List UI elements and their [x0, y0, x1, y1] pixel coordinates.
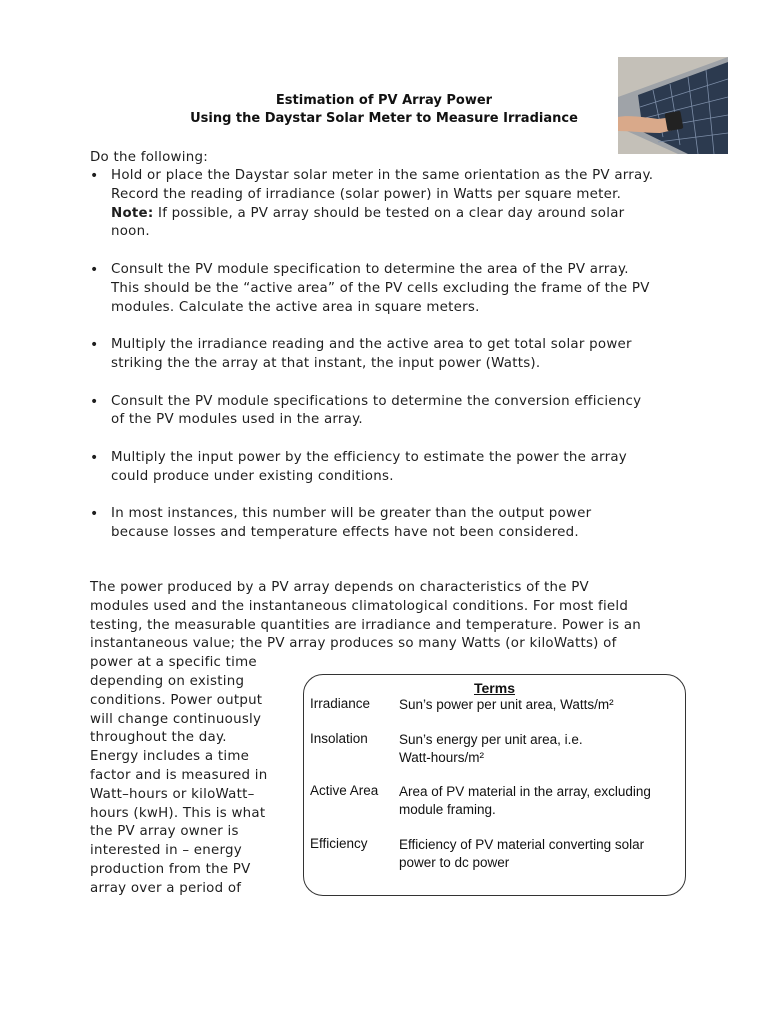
list-item [90, 505, 690, 543]
text-line: Efficiency of PV material converting solar [399, 837, 645, 852]
list-item [90, 336, 690, 374]
text-line: • Consult the PV module specification to determine the area of the PV array. [111, 261, 629, 277]
list-item [90, 449, 690, 487]
list-item [90, 261, 690, 317]
solar-panel-photo-icon [618, 57, 728, 154]
solar-panel-photo [618, 57, 728, 154]
text-line: • In most instances, this number will be greater than the output power [111, 506, 592, 522]
text-line: interested in – energy [90, 843, 242, 859]
text-line: Energy includes a time [90, 749, 250, 765]
text-line: Watt–hours or kiloWatt– [90, 786, 255, 802]
text-line: This should be the “active area” of the PV cells excluding the frame of the PV [111, 280, 650, 296]
term-insolation: Insolation [310, 731, 368, 746]
text-line: of the PV modules used in the array. [111, 412, 363, 428]
text-line: Watt-hours/m² [399, 749, 485, 765]
text-line: Sun’s power per unit area, Watts/m² [399, 697, 614, 712]
document-subtitle: Using the Daystar Solar Meter to Measure Irradiance [190, 111, 578, 126]
instruction-list [90, 167, 690, 562]
text-line: • Multiply the input power by the efficiency to estimate the power the array [111, 449, 627, 465]
text-line: modules used and the instantaneous climatological conditions. For most field [90, 598, 629, 614]
text-line: factor and is measured in [90, 767, 268, 783]
text-line: module framing. [399, 801, 496, 817]
terms-box [303, 674, 686, 896]
text-line: • Consult the PV module specifications to determine the conversion efficiency [111, 393, 642, 409]
text-line: conditions. Power output [90, 692, 263, 708]
list-item [90, 167, 690, 242]
list-item [90, 393, 690, 431]
text-line: depending on existing [90, 673, 245, 689]
text-line: Area of PV material in the array, excluding [399, 784, 651, 799]
definition-efficiency [399, 836, 684, 871]
text-line: production from the PV [90, 861, 251, 877]
term-efficiency: Efficiency [310, 836, 368, 851]
intro-text: Do the following: [90, 150, 208, 165]
text-line: could produce under existing conditions. [111, 468, 394, 484]
text-line: the PV array owner is [90, 824, 239, 840]
text-line: The power produced by a PV array depends on characteristics of the PV [90, 580, 589, 595]
text-line: • Multiply the irradiance reading and the active area to get total solar power [111, 337, 632, 353]
note-label: Note: [111, 205, 154, 221]
text-line: array over a period of [90, 880, 242, 896]
definition-active-area [399, 783, 684, 818]
text-line: modules. Calculate the active area in square meters. [111, 299, 480, 315]
text-line: • Hold or place the Daystar solar meter in the same orientation as the PV array. [111, 168, 654, 183]
text-line: power at a specific time [90, 655, 257, 671]
text-line: instantaneous value; the PV array produces so many Watts (or kiloWatts) of [90, 636, 617, 652]
term-active-area: Active Area [310, 783, 379, 798]
text-line: testing, the measurable quantities are irradiance and temperature. Power is an [90, 617, 642, 633]
text-line: because losses and temperature effects have not been considered. [111, 525, 579, 541]
text-line: will change continuously [90, 711, 262, 727]
text-line: Record the reading of irradiance (solar power) in Watts per square meter. [111, 186, 622, 202]
terms-title: Terms [474, 680, 515, 696]
note-text: If possible, a PV array should be tested on a clear day around solar [153, 205, 625, 221]
note-line [111, 205, 690, 224]
text-line: hours (kwH). This is what [90, 805, 266, 821]
definition-insolation [399, 731, 684, 766]
term-irradiance: Irradiance [310, 696, 371, 711]
text-line: Sun’s energy per unit area, i.e. [399, 732, 583, 747]
document-title: Estimation of PV Array Power [275, 93, 493, 108]
text-line: striking the the array at that instant, the input power (Watts). [111, 355, 541, 371]
text-line: power to dc power [399, 854, 510, 870]
text-line: noon. [111, 224, 150, 240]
text-line: throughout the day. [90, 730, 227, 746]
definition-irradiance [399, 696, 684, 714]
